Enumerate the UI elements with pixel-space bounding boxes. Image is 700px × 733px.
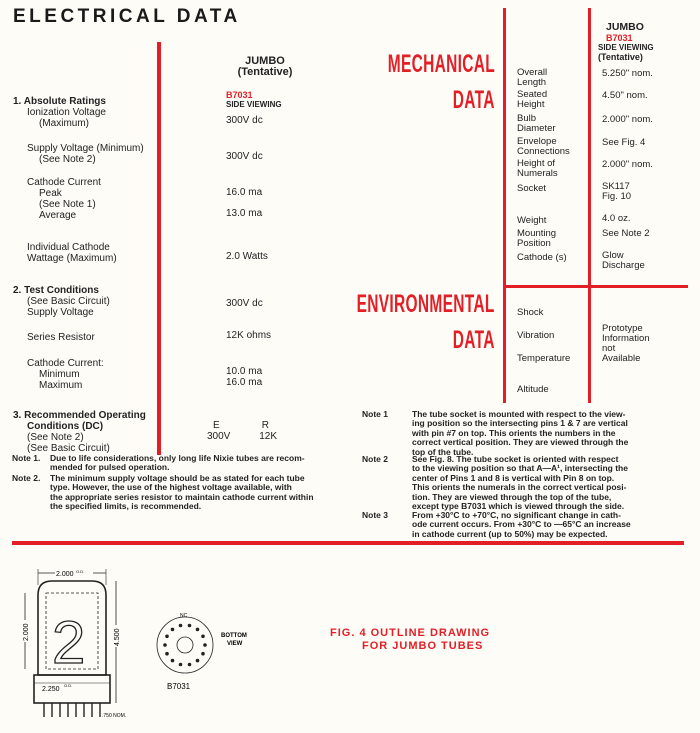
- dim-pin-label: .750 NOM.: [102, 713, 127, 719]
- socket-value: SK117 Fig. 10: [602, 181, 632, 202]
- peak-value: 16.0 ma: [226, 187, 263, 198]
- cathode-current-label: Cathode Current Peak (See Note 1) Average: [27, 177, 101, 221]
- bulb-diameter-value: 2.000" nom.: [602, 114, 653, 125]
- electrical-note-2: Note 2. The minimum supply voltage should be as stated for each tube type. However, the use of the highest voltage available, with the appropriate series resistor to maintain cathode current within the specified limits, is recommended.: [12, 473, 314, 512]
- abs-ratings-heading: 1. Absolute Ratings: [13, 96, 106, 107]
- cathode-value: Glow Discharge: [602, 250, 645, 271]
- bottom-view-label-2: VIEW: [227, 641, 243, 647]
- socket-pin: [188, 624, 192, 628]
- series-resistor-label: Series Resistor: [27, 332, 95, 343]
- mechanical-heading-2: DATA: [453, 86, 495, 114]
- weight-value: 4.0 oz.: [602, 213, 631, 224]
- socket-type-label: B7031: [167, 682, 191, 691]
- weight-label: Weight: [517, 215, 547, 226]
- environmental-heading-1: ENVIRONMENTAL: [356, 290, 495, 318]
- numerals-label: Height of Numerals: [517, 158, 558, 179]
- mounting-label: Mounting Position: [517, 228, 557, 249]
- right-note-3: Note 3 From +30°C to +70°C, no significant change in cath- ode current occurs. From +30°C to —65°C an increase in cathode current (up to 50%) may be expected.: [362, 510, 631, 539]
- tube-outline-drawing: [10, 565, 140, 730]
- mechanical-side-viewing: SIDE VIEWING: [598, 43, 654, 52]
- socket-pin: [163, 643, 167, 647]
- seated-height-label: Seated Height: [517, 89, 548, 110]
- series-resistor-value: 12K ohms: [226, 330, 272, 341]
- cathode-label: Cathode (s): [517, 252, 567, 263]
- figure-caption: FIG. 4 OUTLINE DRAWING FOR JUMBO TUBES: [330, 627, 491, 652]
- socket-pin: [179, 663, 183, 667]
- dim-left-label: 2.000: [23, 623, 30, 641]
- overall-length-label: Overall Length: [517, 67, 548, 88]
- average-value: 13.0 ma: [226, 208, 263, 219]
- socket-pin: [165, 652, 169, 656]
- socket-bottom-view: [145, 605, 265, 695]
- ion-voltage-value: 300V dc: [226, 115, 263, 126]
- tube-numeral: 2: [52, 609, 86, 676]
- dim-right-label: 4.500: [114, 628, 121, 646]
- envelope-label: Envelope Connections: [517, 136, 570, 157]
- mechanical-tentative: (Tentative): [598, 52, 643, 62]
- test-conditions-label: 2. Test Conditions (See Basic Circuit) Supply Voltage: [13, 285, 110, 318]
- od-label-top: O.D.: [76, 569, 85, 574]
- cathode-min-max-value: 10.0 ma 16.0 ma: [226, 366, 263, 388]
- socket-label: Socket: [517, 183, 547, 194]
- socket-pin: [201, 652, 205, 656]
- section-divider-h: [12, 541, 684, 545]
- socket-pin: [196, 659, 200, 663]
- mechanical-col-title: JUMBO: [606, 21, 644, 33]
- socket-pin: [171, 628, 175, 632]
- shock-label: Shock: [517, 307, 544, 318]
- socket-pin: [171, 659, 175, 663]
- right-note-1: Note 1 The tube socket is mounted with respect to the view- ing position so the intersecting pins 1 & 7 are vertical with pin #7 on top. This orients the numbers in the correct vertical position. They are viewed through the top of the tube.: [362, 409, 629, 457]
- mechanical-heading-1: MECHANICAL: [387, 50, 495, 78]
- socket-pin: [201, 635, 205, 639]
- mechanical-divider-v: [503, 8, 506, 403]
- socket-pin: [188, 663, 192, 667]
- right-note-2: Note 2 See Fig. 8. The tube socket is oriented with respect to the viewing position so that A—A¹, intersecting the center of Pins 1 and 8 is vertical with Pin 8 on top. This orients the numerals in the correct vertical posi- tion. They are viewed through the top of the tube, except type B7031 which is viewed through the side.: [362, 454, 628, 512]
- envelope-value: See Fig. 4: [602, 137, 646, 148]
- environmental-heading-2: DATA: [453, 326, 495, 354]
- electrical-divider: [157, 42, 161, 455]
- numerals-value: 2.000" nom.: [602, 159, 653, 170]
- ion-voltage-label: Ionization Voltage (Maximum): [27, 107, 106, 129]
- vibration-label: Vibration: [517, 330, 555, 341]
- environmental-value: Prototype Information not Available: [602, 323, 650, 364]
- supply-voltage-value: 300V dc: [226, 298, 263, 309]
- electrical-col-title: JUMBO: [245, 55, 285, 67]
- mounting-value: See Note 2: [602, 228, 650, 239]
- altitude-label: Altitude: [517, 384, 549, 395]
- socket-pin: [179, 624, 183, 628]
- supply-min-label: Supply Voltage (Minimum) (See Note 2): [27, 143, 144, 165]
- rec-op-value: E R 300V 12K: [207, 420, 277, 442]
- bottom-view-label-1: BOTTOM: [221, 633, 247, 639]
- electrical-note-1: Note 1. Due to life considerations, only long life Nixie tubes are recom- mended for pulsed operation.: [12, 453, 305, 473]
- mechanical-divider-v2: [588, 8, 591, 403]
- od-label-bottom: O.D.: [64, 683, 73, 688]
- electrical-title: ELECTRICAL DATA: [13, 6, 241, 27]
- supply-min-value: 300V dc: [226, 151, 263, 162]
- dim-bottom-label: 2.250: [42, 686, 60, 693]
- seated-height-value: 4.50" nom.: [602, 90, 648, 101]
- socket-pin: [165, 635, 169, 639]
- socket-pin: [196, 628, 200, 632]
- electrical-col-sub: (Tentative): [237, 66, 293, 78]
- temperature-label: Temperature: [517, 353, 571, 364]
- ind-cathode-label: Individual Cathode Wattage (Maximum): [27, 242, 117, 264]
- socket-pin: [203, 643, 207, 647]
- bulb-diameter-label: Bulb Diameter: [517, 113, 556, 134]
- dim-top-label: 2.000: [56, 571, 74, 578]
- mechanical-type-code: B7031: [606, 33, 633, 43]
- electrical-side-viewing: SIDE VIEWING: [226, 100, 282, 109]
- pin-nc-label: NC: [180, 613, 188, 619]
- cathode-current-2-label: Cathode Current: Minimum Maximum: [27, 358, 104, 391]
- environmental-divider-h: [503, 285, 688, 288]
- electrical-type-code: B7031: [226, 90, 253, 100]
- ind-cathode-value: 2.0 Watts: [226, 251, 268, 262]
- overall-length-value: 5.250" nom.: [602, 68, 653, 79]
- rec-op-label: 3. Recommended Operating Conditions (DC) (See Note 2) (See Basic Circuit): [13, 410, 146, 454]
